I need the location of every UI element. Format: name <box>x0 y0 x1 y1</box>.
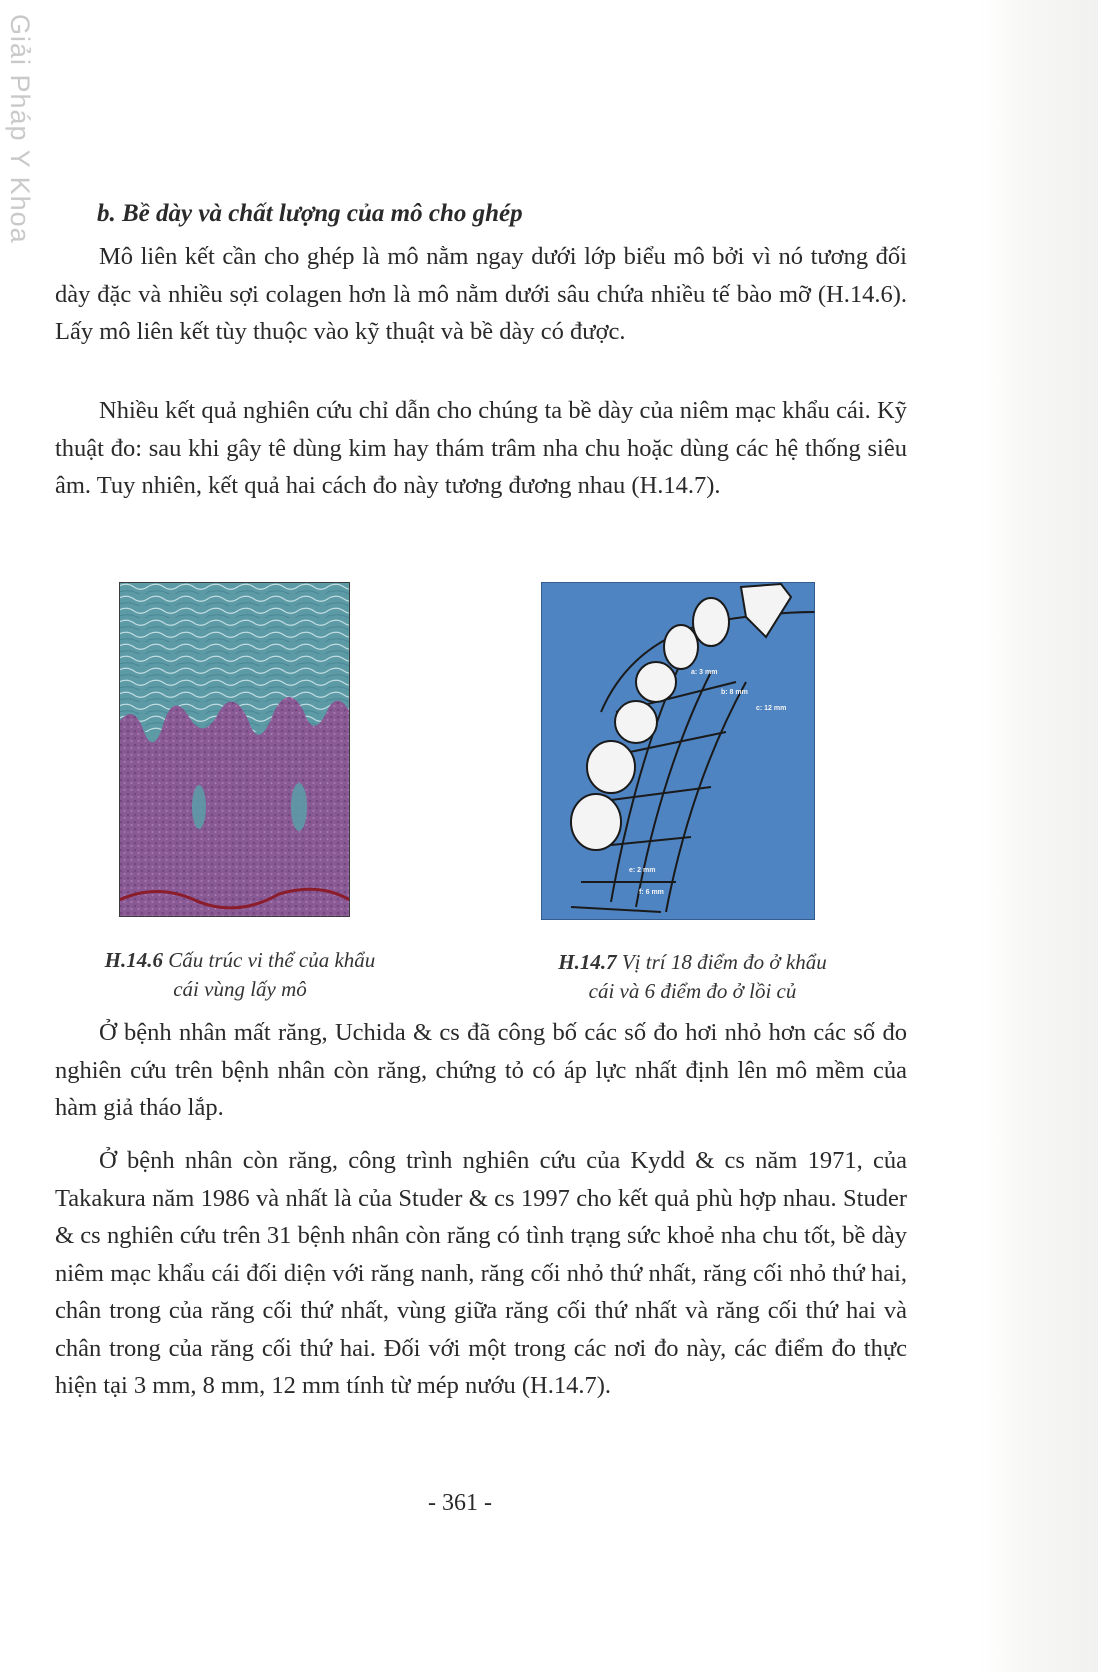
annotation-e: e: 2 mm <box>629 867 656 874</box>
watermark: Giải Pháp Y Khoa <box>5 14 35 244</box>
section-heading: b. Bề dày và chất lượng của mô cho ghép <box>97 200 523 227</box>
caption-label: H.14.6 <box>104 948 164 972</box>
histology-image <box>119 582 350 917</box>
paragraph-4: Ở bệnh nhân còn răng, công trình nghiên cứu của Kydd & cs năm 1971, của Takakura năm 1986 và nhất là của Studer & cs 1997 cho kết quả phù hợp nhau. Studer & cs nghiên cứu trên 31 bệnh nhân còn răng có tình trạng sức khoẻ nha chu tốt, bề dày niêm mạc khẩu cái đối diện với răng nanh, răng cối nhỏ thứ nhất, răng cối nhỏ thứ hai, chân trong của răng cối thứ nhất, vùng giữa răng cối thứ nhất và răng cối thứ hai và chân trong của răng cối thứ hai. Đối với một trong các nơi đo này, các điểm đo thực hiện tại 3 mm, 8 mm, 12 mm tính từ mép nướu (H.14.7). <box>55 1147 907 1399</box>
caption-h14-7 <box>530 948 855 1006</box>
caption-text-line2: cái vùng lấy mô <box>173 977 307 1001</box>
palate-diagram-figure <box>541 582 815 920</box>
annotation-c: c: 12 mm <box>756 705 787 712</box>
page-number: - 361 - <box>428 1490 492 1516</box>
paragraph-1: Mô liên kết cần cho ghép là mô nằm ngay dưới lớp biểu mô bởi vì nó tương đối dày đặc và nhiều sợi colagen hơn là mô nằm dưới sâu chứa nhiều tế bào mỡ (H.14.6). Lấy mô liên kết tùy thuộc vào kỹ thuật và bề dày có được. <box>55 243 907 345</box>
caption-text-line1: Cấu trúc vi thể của khẩu <box>168 948 376 972</box>
annotation-f: f: 6 mm <box>639 889 664 896</box>
caption-text-line1: Vị trí 18 điểm đo ở khẩu <box>621 950 827 974</box>
caption-text-line2: cái và 6 điểm đo ở lồi củ <box>588 979 797 1003</box>
palate-diagram <box>541 582 815 920</box>
annotation-b: b: 8 mm <box>721 689 748 696</box>
page-edge-shade <box>980 0 1098 1672</box>
caption-label: H.14.7 <box>558 950 617 974</box>
paragraph-2: Nhiều kết quả nghiên cứu chỉ dẫn cho chúng ta bề dày của niêm mạc khẩu cái. Kỹ thuật đo: sau khi gây tê dùng kim hay thám trâm nha chu hoặc dùng các hệ thống siêu âm. Tuy nhiên, kết quả hai cách đo này tương đương nhau (H.14.7). <box>55 397 907 499</box>
histology-figure <box>119 582 350 917</box>
paragraph-3: Ở bệnh nhân mất răng, Uchida & cs đã công bố các số đo hơi nhỏ hơn các số đo nghiên cứu trên bệnh nhân còn răng, chứng tỏ có áp lực nhất định lên mô mềm của hàm giả tháo lắp. <box>55 1019 907 1121</box>
annotation-a: a: 3 mm <box>691 669 718 676</box>
caption-h14-6 <box>90 946 390 1004</box>
